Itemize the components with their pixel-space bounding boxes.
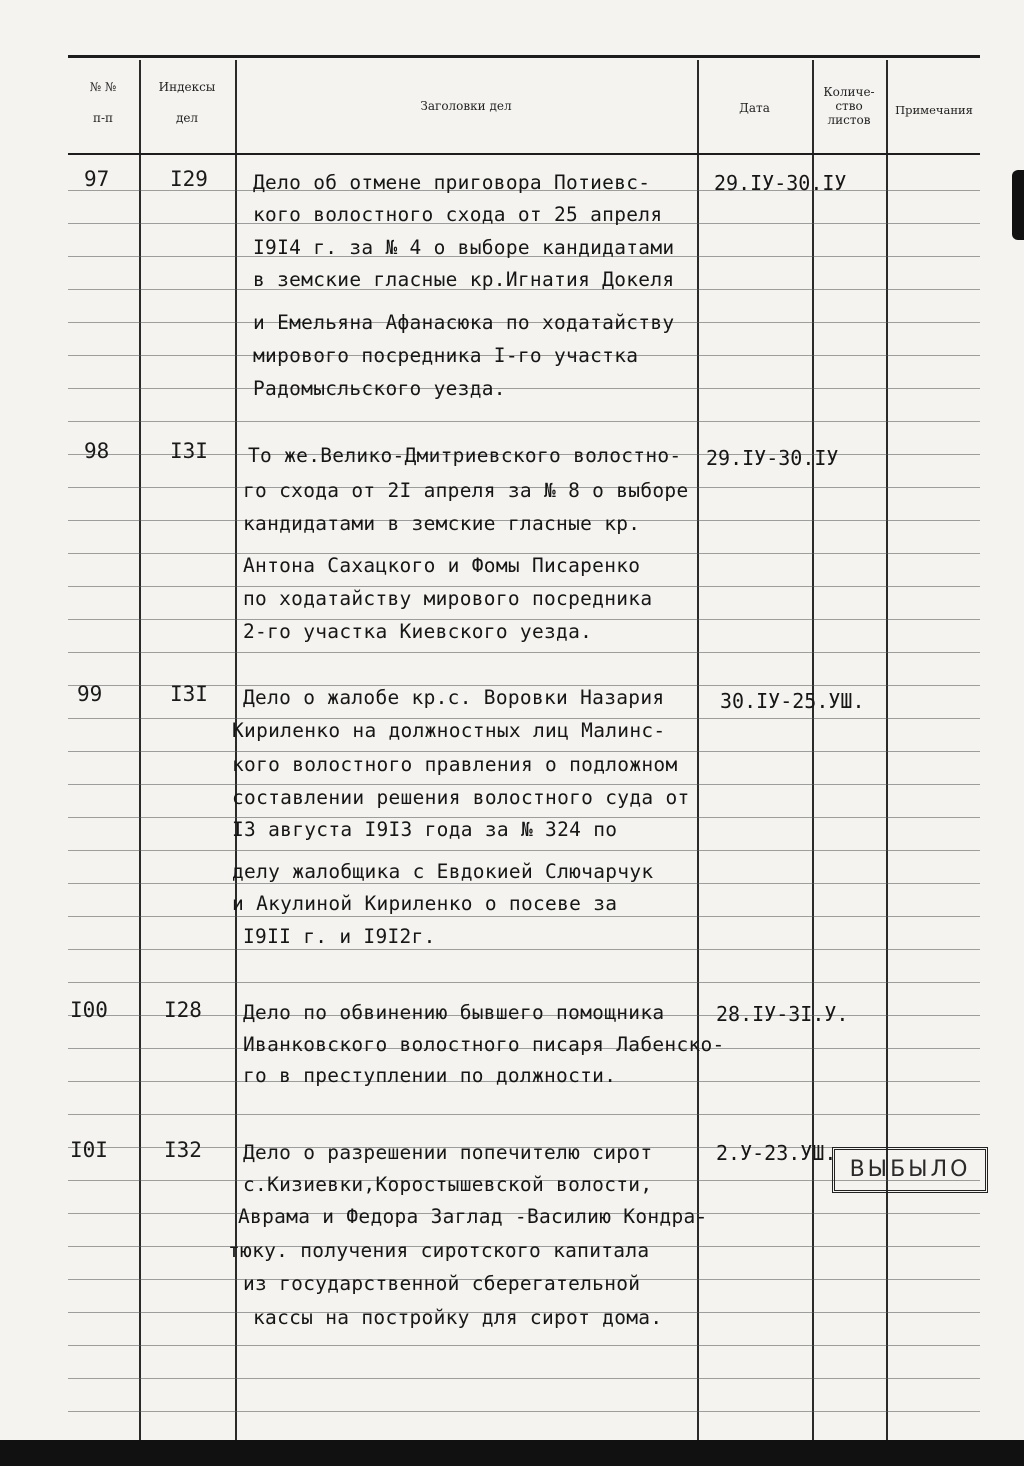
header-num-line2: п-п bbox=[92, 111, 114, 125]
scan-edge-mark bbox=[1012, 170, 1024, 240]
withdrawn-stamp: ВЫБЫЛО bbox=[832, 1147, 988, 1193]
entry-number: 98 bbox=[84, 439, 110, 463]
header-index-line2: дел bbox=[175, 111, 199, 125]
ruled-line bbox=[68, 652, 980, 653]
header-sheets bbox=[814, 85, 884, 127]
ruled-line bbox=[68, 916, 980, 917]
header-sheets-line1: Количе- bbox=[823, 85, 875, 99]
header-bottom-rule bbox=[68, 153, 980, 155]
header-index bbox=[141, 80, 233, 126]
entry-title-line: кассы на постройку для сирот дома. bbox=[253, 1306, 663, 1329]
column-rule-index bbox=[139, 60, 141, 1440]
entry-index: I28 bbox=[164, 998, 202, 1022]
column-rule-notes bbox=[886, 60, 888, 1440]
entry-number: I00 bbox=[70, 998, 108, 1022]
entry-number: 97 bbox=[84, 167, 110, 191]
entry-title-line: Дело о жалобе кр.с. Воровки Назария bbox=[243, 686, 665, 709]
entry-date: 29.IУ-30.IУ bbox=[706, 446, 839, 470]
entry-title-line: из государственной сберегательной bbox=[243, 1272, 641, 1295]
ruled-line bbox=[68, 388, 980, 389]
header-index-line1: Индексы bbox=[158, 80, 216, 94]
header-title: Заголовки дел bbox=[420, 99, 512, 113]
ruled-line bbox=[68, 982, 980, 983]
entry-title-line: Радомысльского уезда. bbox=[253, 377, 506, 400]
entry-title-line: тюку. получения сиротского капитала bbox=[228, 1239, 650, 1262]
entry-index: I32 bbox=[164, 1138, 202, 1162]
entry-title-line: Дело о разрешении попечителю сирот bbox=[243, 1141, 653, 1164]
entry-title-line: Кириленко на должностных лиц Малинс- bbox=[232, 719, 666, 742]
entry-index: I29 bbox=[170, 167, 208, 191]
entry-title-line: в земские гласные кр.Игнатия Докеля bbox=[253, 268, 675, 291]
entry-title-line: I3 августа I9I3 года за № 324 по bbox=[232, 818, 618, 841]
entry-title-line: I9I4 г. за № 4 о выборе кандидатами bbox=[253, 236, 675, 259]
ruled-line bbox=[68, 1345, 980, 1346]
entry-title-line: делу жалобщика с Евдокией Слючарчук bbox=[232, 860, 654, 883]
entry-date: 2.У-23.УШ. bbox=[716, 1141, 837, 1165]
header-sheets-line2: ство bbox=[835, 99, 863, 113]
header-num bbox=[70, 80, 136, 126]
entry-title-line: с.Кизиевки,Коростышевской волости, bbox=[243, 1173, 653, 1196]
entry-title-line: I9II г. и I9I2г. bbox=[243, 925, 436, 948]
header-date: Дата bbox=[739, 101, 770, 115]
entry-title-line: и Акулиной Кириленко о посеве за bbox=[232, 892, 618, 915]
ruled-line bbox=[68, 1114, 980, 1115]
column-rule-title bbox=[235, 60, 237, 1440]
entry-date: 28.IУ-3I.У. bbox=[716, 1002, 849, 1026]
entry-title-line: го в преступлении по должности. bbox=[243, 1064, 617, 1087]
entry-title-line: Дело об отмене приговора Потиевс- bbox=[253, 171, 651, 194]
entry-title-line: Иванковского волостного писаря Лабенско- bbox=[243, 1033, 725, 1056]
ruled-line bbox=[68, 784, 980, 785]
entry-title-line: составлении решения волостного суда от bbox=[232, 786, 690, 809]
entry-title-line: кого волостного правления о подложном bbox=[232, 753, 678, 776]
entry-title-line: 2-го участка Киевского уезда. bbox=[243, 620, 593, 643]
entry-number: I0I bbox=[70, 1138, 108, 1162]
entry-title-line: Антона Сахацкого и Фомы Писаренко bbox=[243, 554, 641, 577]
scan-bottom-band bbox=[0, 1440, 1024, 1466]
ruled-line bbox=[68, 1378, 980, 1379]
ruled-line bbox=[68, 1411, 980, 1412]
ruled-line bbox=[68, 883, 980, 884]
ruled-line bbox=[68, 949, 980, 950]
entry-number: 99 bbox=[77, 682, 103, 706]
entry-title-line: То же.Велико-Дмитриевского волостно- bbox=[248, 444, 682, 467]
entry-index: I3I bbox=[170, 682, 208, 706]
ruled-line bbox=[68, 850, 980, 851]
header-sheets-line3: листов bbox=[827, 113, 871, 127]
entry-title-line: Аврама и Федора Заглад -Василию Кондра- bbox=[238, 1205, 708, 1228]
ruled-line bbox=[68, 421, 980, 422]
entry-title-line: кандидатами в земские гласные кр. bbox=[243, 512, 641, 535]
header-notes: Примечания bbox=[895, 103, 973, 117]
ruled-line bbox=[68, 751, 980, 752]
entry-date: 29.IУ-30.IУ bbox=[714, 171, 847, 195]
entry-index: I3I bbox=[170, 439, 208, 463]
entry-title-line: и Емельяна Афанасюка по ходатайству bbox=[253, 311, 675, 334]
column-rule-date bbox=[697, 60, 699, 1440]
header-num-line1: № № bbox=[89, 80, 117, 94]
top-border-rule bbox=[68, 55, 980, 58]
column-rule-sheets bbox=[812, 60, 814, 1440]
entry-title-line: го схода от 2I апреля за № 8 о выборе bbox=[243, 479, 689, 502]
entry-title-line: мирового посредника I-го участка bbox=[253, 344, 639, 367]
entry-title-line: по ходатайству мирового посредника bbox=[243, 587, 653, 610]
entry-title-line: кого волостного схода от 25 апреля bbox=[253, 203, 663, 226]
entry-date: 30.IУ-25.УШ. bbox=[720, 689, 865, 713]
entry-title-line: Дело по обвинению бывшего помощника bbox=[243, 1001, 665, 1024]
